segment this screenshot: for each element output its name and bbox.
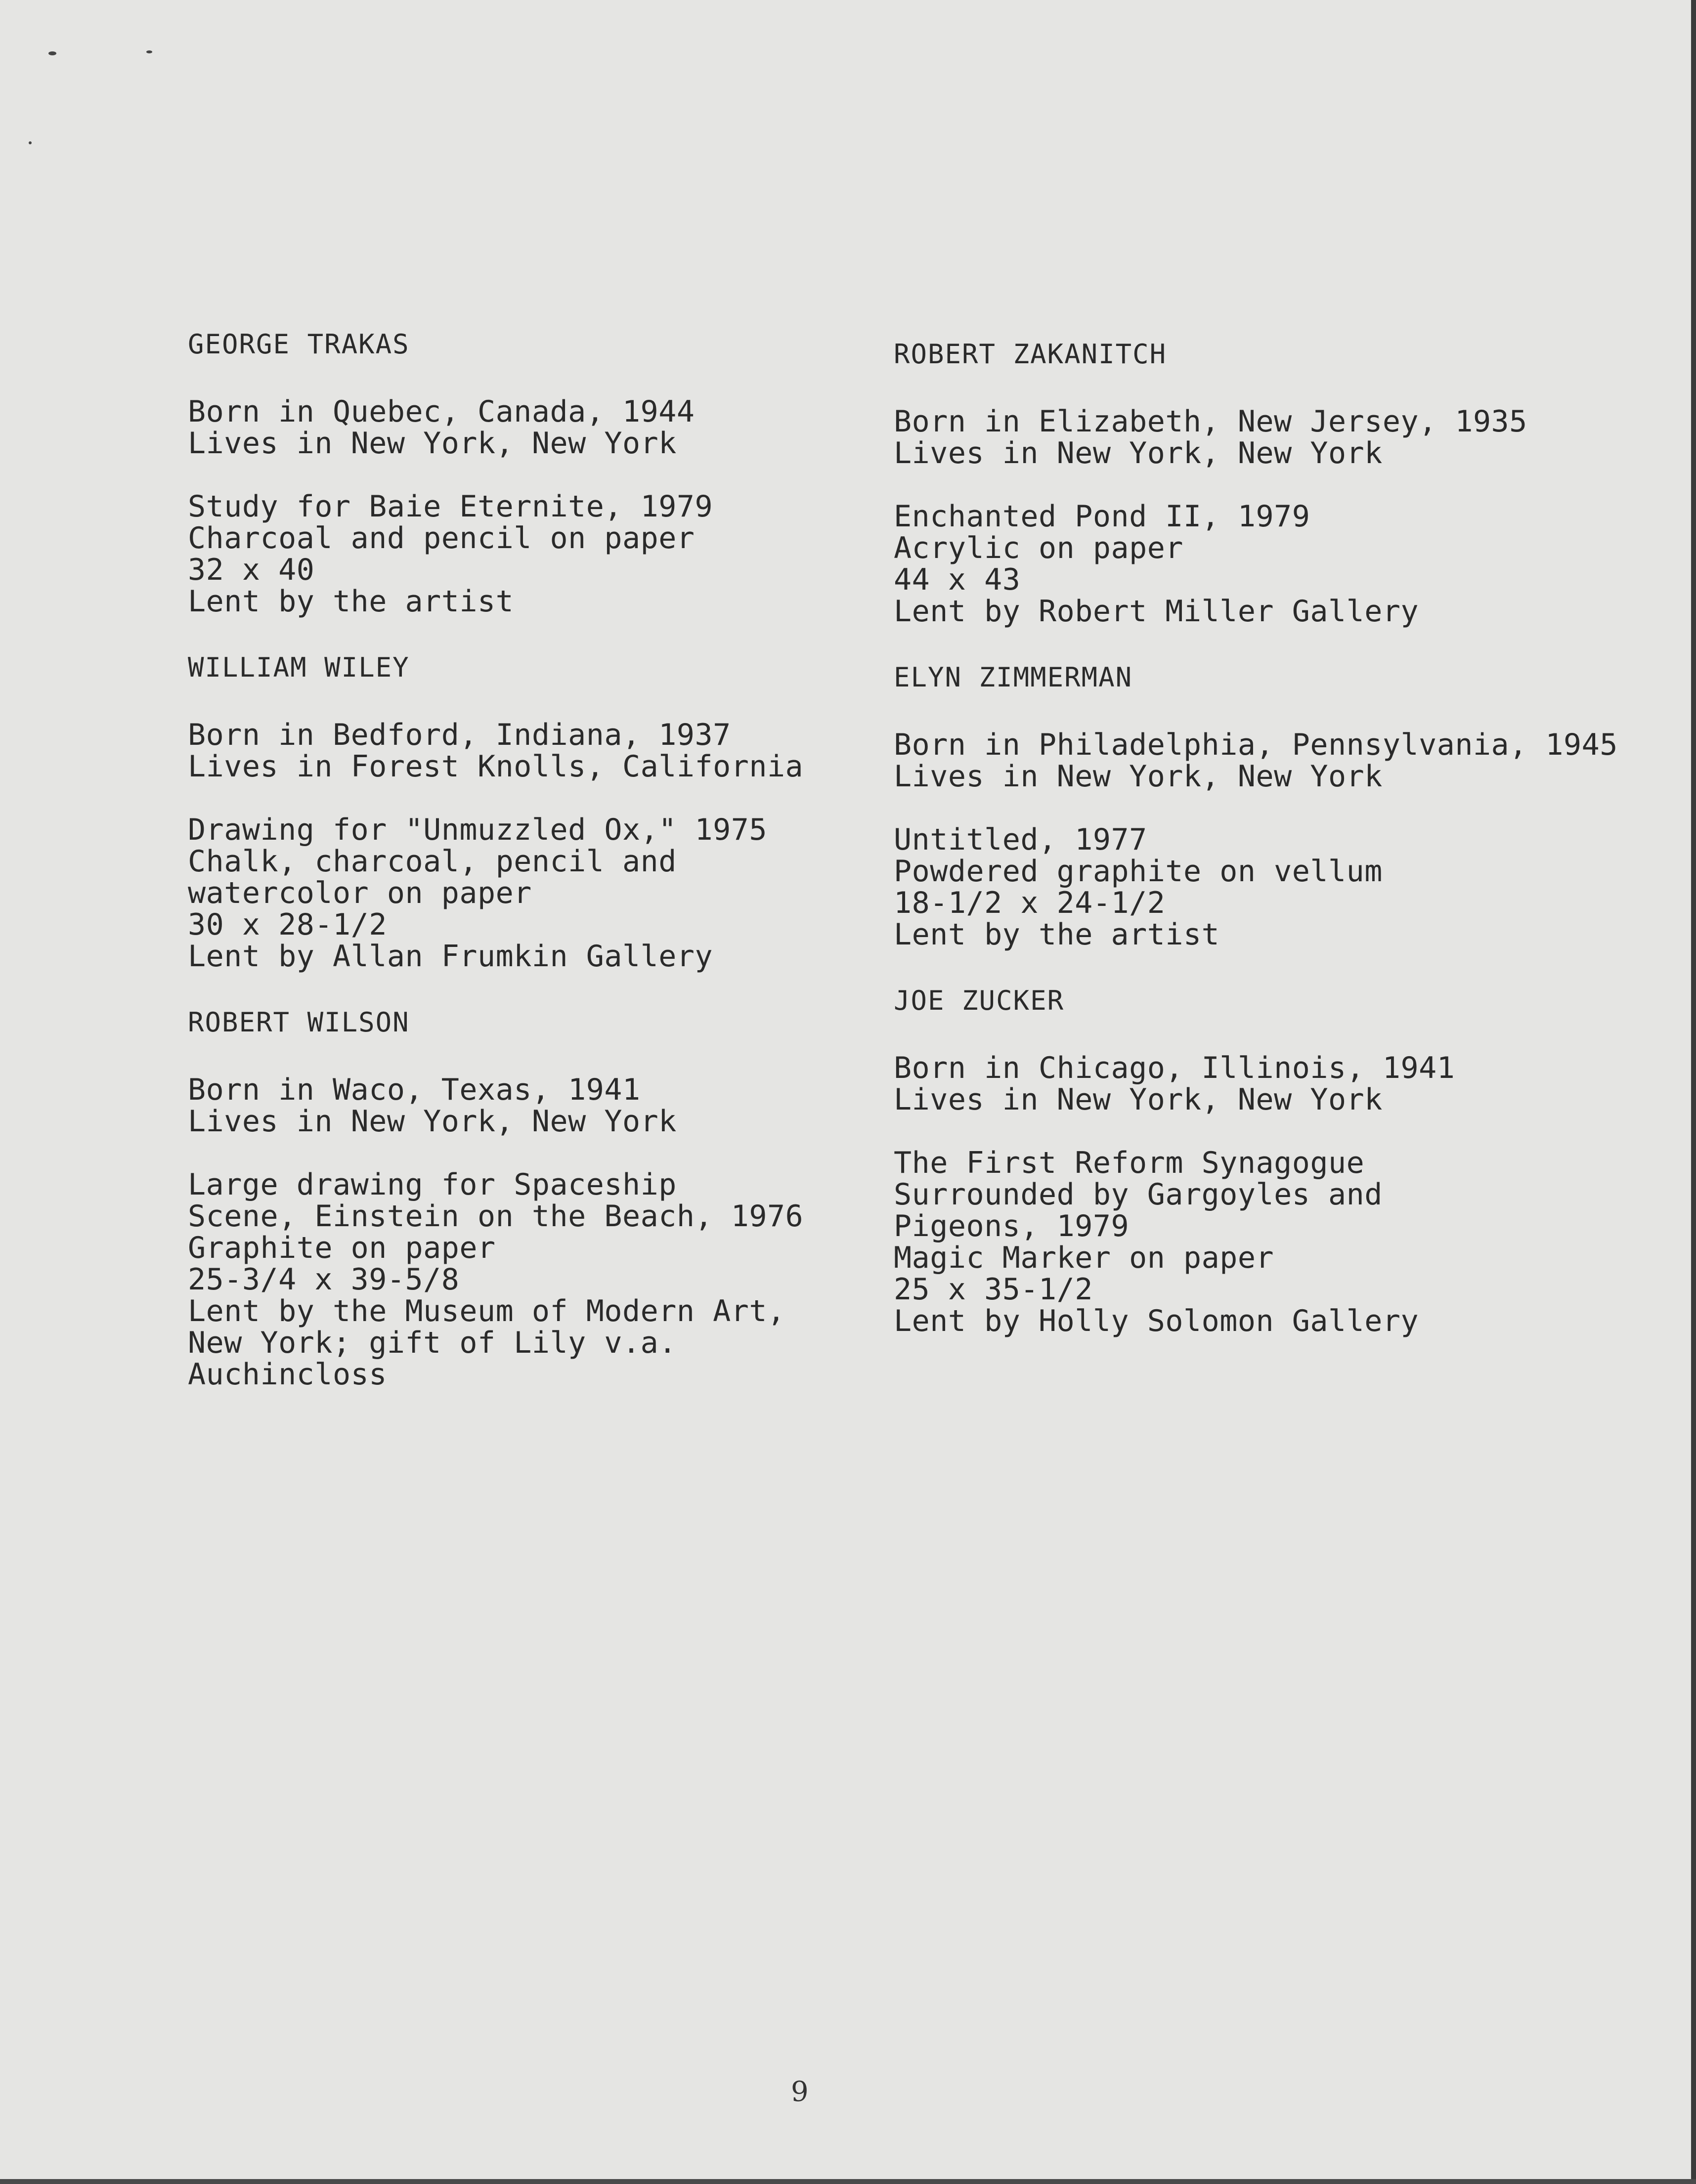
page-number: 9 [791, 2076, 809, 2108]
work-line: Surrounded by Gargoyles and [894, 1177, 1383, 1212]
artist-bio [894, 406, 1586, 469]
work-line: Untitled, 1977 [894, 822, 1147, 857]
work-line: Lent by the artist [188, 584, 514, 619]
artwork-details [894, 1147, 1586, 1337]
artist-entry [894, 339, 1586, 627]
artist-name: WILLIAM WILEY [188, 652, 410, 683]
scan-edge-right [1691, 0, 1696, 2184]
paper-speck [146, 50, 152, 53]
work-line: 30 x 28-1/2 [188, 907, 387, 942]
bio-line: Lives in New York, New York [894, 436, 1383, 471]
artist-bio [188, 396, 880, 459]
artist-bio [894, 1052, 1586, 1115]
right-column [894, 339, 1618, 1371]
artist-name: JOE ZUCKER [894, 985, 1065, 1016]
work-line: Charcoal and pencil on paper [188, 521, 695, 556]
work-line: Lent by the artist [894, 917, 1220, 952]
paper-speck [29, 141, 32, 144]
bio-line: Born in Bedford, Indiana, 1937 [188, 718, 731, 752]
artist-entry [188, 329, 880, 617]
paper-speck [48, 51, 56, 55]
work-line: Lent by Allan Frumkin Gallery [188, 939, 713, 974]
scan-edge-bottom [0, 2179, 1696, 2184]
artwork-details [894, 824, 1586, 950]
work-line: Magic Marker on paper [894, 1241, 1274, 1275]
work-line: Chalk, charcoal, pencil and [188, 844, 677, 879]
bio-line: Lives in Forest Knolls, California [188, 749, 804, 784]
bio-line: Lives in New York, New York [188, 426, 677, 461]
work-line: 32 x 40 [188, 553, 315, 587]
artwork-details [188, 1169, 880, 1390]
artwork-details [894, 501, 1586, 627]
bio-line: Lives in New York, New York [894, 1082, 1383, 1117]
work-line: 44 x 43 [894, 562, 1021, 597]
artist-entry [188, 1007, 880, 1390]
artist-name: GEORGE TRAKAS [188, 329, 410, 360]
artist-bio [188, 1074, 880, 1137]
work-line: Enchanted Pond II, 1979 [894, 499, 1310, 534]
artwork-details [188, 491, 880, 617]
work-line: New York; gift of Lily v.a. [188, 1326, 677, 1360]
left-column [188, 329, 880, 1425]
artist-name: ELYN ZIMMERMAN [894, 662, 1133, 693]
artwork-details [188, 814, 880, 972]
bio-line: Lives in New York, New York [188, 1104, 677, 1139]
bio-line: Born in Chicago, Illinois, 1941 [894, 1051, 1455, 1085]
artist-bio [188, 719, 880, 782]
work-line: Graphite on paper [188, 1231, 496, 1265]
artist-bio [894, 728, 1618, 794]
work-line: Acrylic on paper [894, 531, 1183, 565]
work-line: Drawing for "Unmuzzled Ox," 1975 [188, 813, 767, 847]
work-line: Study for Baie Eternite, 1979 [188, 489, 713, 524]
bio-line: Born in Philadelphia, Pennsylvania, 1945 [894, 728, 1618, 762]
bio-line: Born in Quebec, Canada, 1944 [188, 394, 695, 429]
bio-line: Lives in New York, New York [894, 759, 1383, 794]
work-line: 18-1/2 x 24-1/2 [894, 886, 1166, 920]
artist-name: ROBERT WILSON [188, 1007, 410, 1038]
work-line: Auchincloss [188, 1357, 387, 1392]
work-line: Pigeons, 1979 [894, 1209, 1130, 1243]
work-line: Scene, Einstein on the Beach, 1976 [188, 1199, 804, 1234]
artist-entry [188, 652, 880, 972]
artist-name: ROBERT ZAKANITCH [894, 339, 1167, 370]
work-line: Lent by the Museum of Modern Art, [188, 1294, 785, 1328]
work-line: Lent by Robert Miller Gallery [894, 594, 1419, 629]
work-line: Lent by Holly Solomon Gallery [894, 1304, 1419, 1338]
work-line: watercolor on paper [188, 876, 532, 910]
work-line: The First Reform Synagogue [894, 1146, 1365, 1180]
bio-line: Born in Elizabeth, New Jersey, 1935 [894, 404, 1527, 439]
work-line: 25-3/4 x 39-5/8 [188, 1262, 460, 1297]
work-line: 25 x 35-1/2 [894, 1272, 1093, 1307]
artist-entry [894, 662, 1618, 952]
artist-entry [894, 985, 1586, 1337]
work-line: Powdered graphite on vellum [894, 854, 1383, 889]
work-line: Large drawing for Spaceship [188, 1167, 677, 1202]
bio-line: Born in Waco, Texas, 1941 [188, 1072, 641, 1107]
